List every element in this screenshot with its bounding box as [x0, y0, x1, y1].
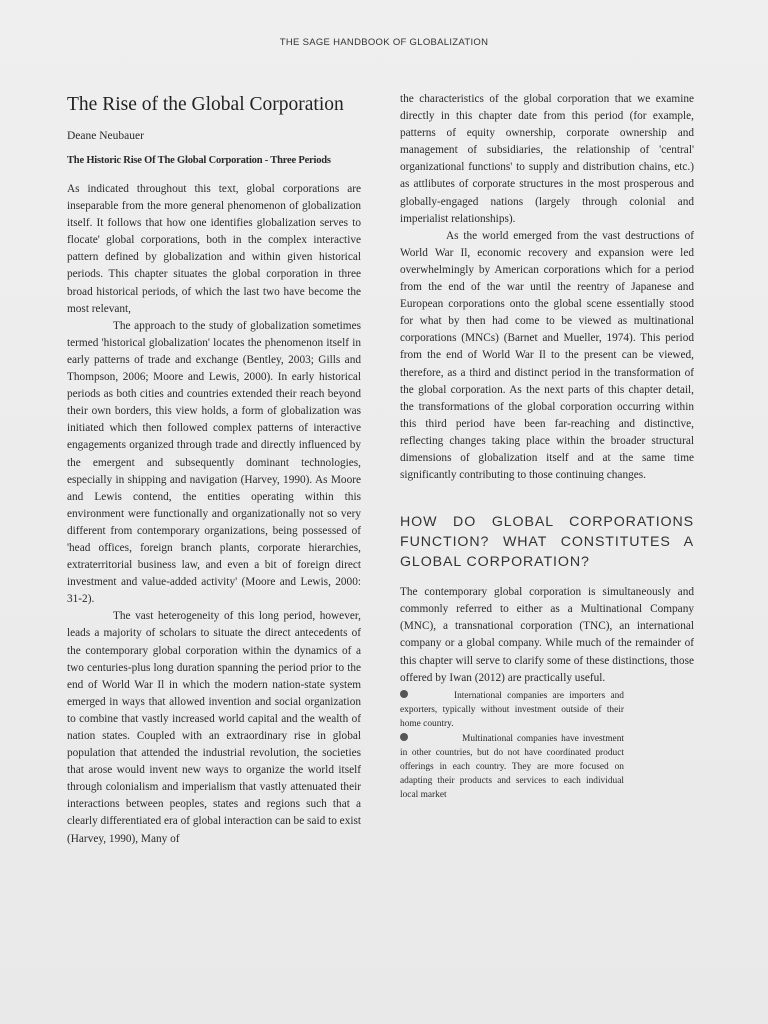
bullet-icon [400, 733, 408, 741]
article-title: The Rise of the Global Corporation [67, 94, 344, 115]
list-item [400, 732, 624, 802]
author-name: Deane Neubauer [67, 130, 144, 142]
list-item [400, 689, 624, 731]
paragraph: the characteristics of the global corporation that we examine directly in this chapter date from this period (for example, patterns of equity ownership, corporate ownership and management of subsidiaries, the relationship of 'central' organizational functions' to supply and distribution chains, etc.) as attlibutes of corporate structures in the most prosperous and globally-engaged nations (largely through colonial and imperialist relationships). [400, 93, 694, 225]
bullet-icon [400, 690, 408, 698]
bullet-list [400, 689, 694, 802]
list-item-text: International companies are importers and exporters, typically without investment outside of their home country. [400, 690, 624, 729]
paragraph: The contemporary global corporation is simultaneously and commonly referred to either as a Multinational Company (MNC), a transnational corporation (TNC), an international company or a global company. While much of the remainder of this chapter will serve to clarify some of these distinctions, those offered by Iwan (2012) are practically useful. [400, 586, 694, 684]
paragraph: As the world emerged from the vast destructions of World War Il, economic recovery and expansion were led overwhelmingly by American corporations which for a period from the end of the war until the reentry of Japanese and European corporations onto the global scene essentially stood for what by then had come to be viewed as multinational corporations (MNCs) (Barnet and Mueller, 1974). This period from the end of World War Il to the present can be viewed, therefore, as a third and distinct period in the transformation of the global corporation. As the next parts of this chapter detail, the transformations of the global corporation occurring within this third period have been far-reaching and distinctive, reflecting changes taking place within the broader structural dimensions of globalization itself and at the same time significantly contributing to those continuing changes. [400, 229, 694, 482]
left-column [67, 93, 361, 848]
paragraph: The vast heterogeneity of this long period, however, leads a majority of scholars to situate the direct antecedents of the contemporary global corporation within the dynamics of a two centuries-plus long duration spanning the period prior to the end of World War Il in which the modern nation-state system emerged in ways that allowed invention and social organization to combine that vastly increased world capital and the wealth of nation states. Coupled with an extraordinary rise in global population that attended the industrial revolution, the societies that arose would invent new ways to organize the world itself through colonialism and imperialism that vastly attenuated their interactions between peoples, states and regions such that a clearly differentiated era of global interaction can be said to exist (Harvey, 1990), Many of [67, 610, 362, 845]
right-column [400, 91, 694, 803]
section-heading: HOW DO GLOBAL CORPORATIONS FUNCTION? WHAT CONSTITUTES A GLOBAL CORPORATION? [400, 514, 694, 571]
running-header: THE SAGE HANDBOOK OF GLOBALIZATION [279, 37, 489, 48]
paragraph: The approach to the study of globalization sometimes termed 'historical globalization' locates the phenomenon itself in early patterns of trade and exchange (Bentley, 2003; Gills and Thompson, 2006; Moore and Lewis, 2000). In early historical periods as both cities and countries extended their reach beyond their own borders, this view holds, a form of globalization was initiated which then followed complex patterns of interactive engagements organized through trade and directly influenced by the emergent and subsequently dominant technologies, especially in shipping and navigation (Harvey, 1990). As Moore and Lewis contend, the entities operating within this environment were functionally and organizationally not so very different from contemporary organizations, being possessed of 'head offices, foreign branch plants, corporate hierarchies, extraterritorial business law, and even a bit of foreign direct investment and value-added activity' (Moore and Lewis, 2000: 31-2). [67, 319, 361, 606]
paragraph: As indicated throughout this text, global corporations are inseparable from the more general phenomenon of globalization itself. It follows that how one identifies globalization serves to flocate' global corporations, both in the complex interactive pattern defined by globalization and within given historical periods. This chapter situates the global corporation in three broad historical periods, of which the last two have become the most relevant, [67, 183, 361, 315]
section-subheading: The Historic Rise Of The Global Corporation - Three Periods [67, 155, 331, 166]
list-item-text: Multinational companies have investment in other countries, but do not have coordinated product offerings in each country. They are more focused on adapting their products and services to each individual local market [400, 733, 624, 800]
